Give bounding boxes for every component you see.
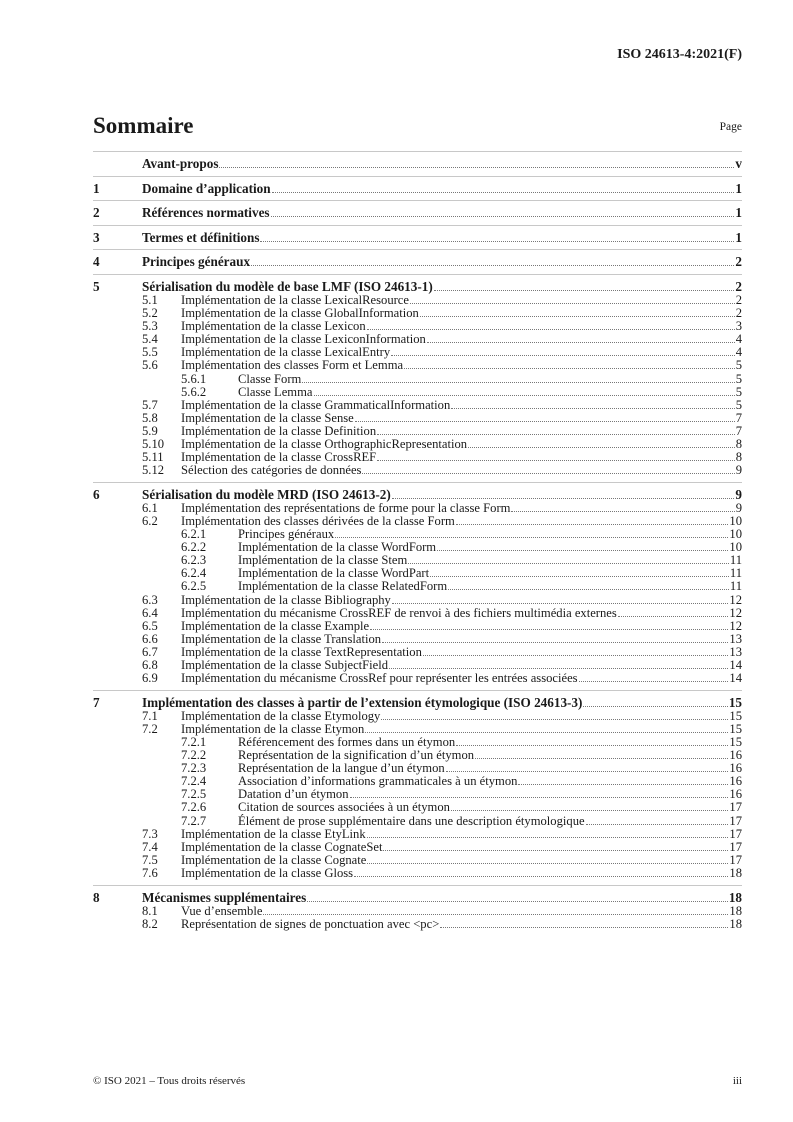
toc-entry-page: 16 (729, 774, 742, 789)
toc-entry-number: 6.2.5 (181, 579, 207, 594)
toc-entry-number: 7.2.4 (181, 774, 207, 789)
toc-entry[interactable] (93, 151, 742, 171)
toc-entry[interactable] (93, 594, 742, 607)
toc-entry-title: Implémentation de la classe OrthographicRepresentation (181, 437, 468, 451)
toc-entry-page: 7 (735, 410, 742, 425)
dot-leader (263, 914, 728, 915)
toc-entry-title: Implémentation de la classe LexiconInformation (181, 332, 426, 347)
dot-leader (389, 668, 728, 669)
toc-entry-page: 11 (729, 579, 742, 594)
page-footer (93, 1075, 742, 1087)
toc-entry-page: 2 (735, 254, 742, 270)
toc-entry-number: 6.2.4 (181, 566, 207, 581)
dot-leader (302, 382, 734, 383)
toc-entry-number: 8 (93, 889, 100, 905)
toc-entry-title: Principes généraux (142, 254, 251, 270)
toc-entry-page: 16 (729, 787, 742, 802)
dot-leader (511, 511, 734, 512)
toc-entry-page: 13 (729, 631, 742, 646)
toc-entry-page: 18 (729, 865, 742, 880)
toc-entry-number: 7.2.1 (181, 734, 207, 749)
toc-entry[interactable] (93, 918, 742, 931)
toc-entry-title: Référencement des formes dans un étymon (238, 734, 456, 749)
toc-entry-number: 6.2.3 (181, 553, 207, 568)
toc-entry-title: Implémentation de la classe Translation (181, 631, 382, 646)
toc-entry-number: 6.3 (142, 592, 158, 607)
toc-entry-page: 9 (735, 463, 742, 478)
toc-entry-title: Classe Form (238, 371, 302, 386)
toc-entry-page: 17 (729, 826, 742, 841)
dot-leader (468, 447, 735, 448)
toc-entry-page: 16 (729, 748, 742, 763)
toc-entry-title: Implémentation de la classe Etymon (181, 721, 365, 736)
toc-entry-number: 4 (93, 254, 100, 270)
toc-entry-page: 4 (735, 332, 742, 347)
dot-leader (448, 589, 729, 590)
toc-entry[interactable] (93, 386, 742, 399)
toc-entry-number: 7.2.3 (181, 761, 207, 776)
toc-entry-number: 5.4 (142, 332, 158, 347)
toc-entry-title: Implémentation de la classe Lexicon (181, 319, 366, 334)
toc-entry-number: 7.3 (142, 826, 158, 841)
document-id-header: ISO 24613-4:2021(F) (617, 47, 742, 62)
toc-entry-title: Mécanismes supplémentaires (142, 889, 307, 905)
toc-entry[interactable] (93, 359, 742, 372)
toc-entry-title: Représentation de la langue d’un étymon (238, 761, 445, 776)
toc-entry-number: 7 (93, 694, 100, 710)
toc-entry[interactable] (93, 176, 742, 196)
toc-entry-page: 15 (729, 734, 742, 749)
toc-entry-title: Implémentation de la classe Cognate (181, 852, 367, 867)
toc-entry-page: 18 (728, 889, 742, 905)
toc-entry-title: Implémentation de la classe WordPart (238, 566, 430, 581)
dot-leader (392, 603, 729, 604)
toc-entry-number: 8.1 (142, 903, 158, 918)
toc-entry[interactable] (93, 399, 742, 412)
dot-leader (434, 290, 735, 291)
dot-leader (350, 797, 729, 798)
toc-entry-title: Implémentation des classes Form et Lemma (181, 358, 404, 373)
dot-leader (354, 876, 728, 877)
dot-leader (251, 265, 734, 266)
dot-leader (377, 460, 735, 461)
page-title: Sommaire (93, 113, 194, 138)
toc-entry-title: Sérialisation du modèle de base LMF (ISO 24613-1) (142, 278, 433, 294)
toc-entry[interactable] (93, 502, 742, 515)
toc-entry-number: 2 (93, 205, 100, 221)
toc-entry-page: 13 (729, 644, 742, 659)
toc-entry[interactable] (93, 412, 742, 425)
toc-entry[interactable] (93, 710, 742, 723)
toc-entry-title: Références normatives (142, 205, 270, 221)
toc-entry-title: Implémentation de la classe RelatedForm (238, 579, 448, 594)
toc-entry-page: 17 (729, 852, 742, 867)
toc-entry-title: Implémentation du mécanisme CrossREF de renvoi à des fichiers multimédia externes (181, 605, 617, 620)
toc-entry-page: 11 (729, 566, 742, 581)
toc-entry[interactable] (93, 828, 742, 841)
toc-entry-number: 7.4 (142, 839, 158, 854)
toc-entry-page: 17 (729, 839, 742, 854)
toc-entry[interactable] (93, 249, 742, 269)
dot-leader (307, 901, 728, 902)
toc-entry-page: 15 (729, 721, 742, 736)
dot-leader (451, 810, 728, 811)
toc-entry-number: 6.2.2 (181, 540, 207, 555)
toc-entry[interactable] (93, 607, 742, 620)
toc-entry-page: 1 (735, 180, 742, 196)
dot-leader (437, 550, 728, 551)
toc-entry-title: Implémentation de la classe LexicalResource (181, 292, 409, 307)
toc-entry-title: Implémentation de la classe GrammaticalInformation (181, 397, 451, 412)
toc-entry[interactable] (93, 815, 742, 828)
page-column-label: Page (719, 121, 742, 133)
toc-entry-title: Représentation de la signification d’un étymon (238, 748, 475, 763)
toc-entry-page: 3 (735, 319, 742, 334)
toc-entry-title: Vue d’ensemble (181, 903, 263, 918)
dot-leader (440, 927, 728, 928)
toc-entry-number: 5.8 (142, 410, 158, 425)
toc-entry-title: Classe Lemma (238, 384, 313, 399)
toc-entry[interactable] (93, 200, 742, 220)
dot-leader (365, 732, 728, 733)
toc-entry-page: 7 (735, 423, 742, 438)
toc-entry-number: 6.6 (142, 631, 158, 646)
toc-entry-title: Sérialisation du modèle MRD (ISO 24613-2) (142, 486, 391, 502)
dot-leader (367, 863, 728, 864)
toc-entry-number: 5.1 (142, 292, 158, 307)
toc-entry-page: 10 (729, 540, 742, 555)
toc-entry-title: Implémentation de la classe SubjectField (181, 658, 389, 672)
toc-entry-title: Implémentation de la classe EtyLink (181, 826, 366, 841)
toc-entry-title: Implémentation de la classe GlobalInformation (181, 306, 419, 321)
toc-entry-title: Implémentation de la classe Etymology (181, 708, 381, 723)
toc-entry-title: Implémentation de la classe CognateSet (181, 839, 383, 854)
dot-leader (451, 408, 734, 409)
toc-entry-page: 9 (735, 486, 742, 502)
toc-entry[interactable] (93, 464, 742, 477)
dot-leader (618, 616, 729, 617)
table-of-contents (93, 151, 742, 931)
toc-entry-title: Implémentation des représentations de forme pour la classe Form (181, 500, 511, 515)
toc-entry-number: 6.2 (142, 513, 158, 528)
dot-leader (392, 498, 735, 499)
toc-entry-title: Domaine d’application (142, 180, 271, 196)
toc-entry-number: 5.9 (142, 423, 158, 438)
dot-leader (219, 167, 734, 168)
dot-leader (456, 745, 728, 746)
toc-entry-number: 7.2.2 (181, 748, 207, 763)
dot-leader (579, 681, 729, 682)
toc-entry-title: Termes et définitions (142, 229, 260, 245)
dot-leader (446, 771, 729, 772)
toc-entry-title: Implémentation de la classe Definition (181, 423, 377, 438)
toc-entry-number: 7.2.6 (181, 800, 207, 815)
toc-entry-page: 8 (735, 437, 742, 451)
toc-entry-number: 6.7 (142, 644, 158, 659)
dot-leader (391, 355, 735, 356)
toc-entry-page: 5 (735, 371, 742, 386)
toc-entry-page: 12 (729, 618, 742, 633)
toc-entry-page: 15 (728, 694, 742, 710)
toc-entry-title: Association d’informations grammaticales à un étymon (238, 774, 518, 789)
toc-entry-page: 9 (735, 500, 742, 515)
toc-entry-page: 1 (735, 229, 742, 245)
toc-entry-number: 5.10 (142, 437, 165, 451)
toc-entry[interactable] (93, 225, 742, 245)
toc-entry-title: Implémentation des classes dérivées de la classe Form (181, 513, 455, 528)
dot-leader (423, 655, 729, 656)
toc-entry-title: Implémentation de la classe Sense (181, 410, 354, 425)
toc-entry-number: 5 (93, 278, 100, 294)
dot-leader (410, 303, 735, 304)
toc-entry[interactable] (93, 885, 742, 905)
toc-entry-number: 6 (93, 486, 100, 502)
dot-leader (382, 642, 728, 643)
toc-entry-number: 5.6.1 (181, 371, 207, 386)
toc-entry[interactable] (93, 482, 742, 502)
toc-entry-title: Avant-propos (142, 156, 219, 171)
toc-entry[interactable] (93, 672, 742, 685)
dot-leader (427, 342, 735, 343)
toc-entry-page: 17 (729, 800, 742, 815)
toc-entry-title: Élément de prose supplémentaire dans une description étymologique (238, 813, 585, 828)
dot-leader (272, 192, 735, 193)
dot-leader (518, 784, 728, 785)
dot-leader (367, 837, 729, 838)
dot-leader (381, 719, 728, 720)
dot-leader (355, 421, 735, 422)
toc-entry-title: Implémentation des classes à partir de l’extension étymologique (ISO 24613-3) (142, 694, 583, 710)
toc-entry-title: Implémentation de la classe Gloss (181, 865, 354, 880)
toc-entry[interactable] (93, 867, 742, 880)
toc-entry[interactable] (93, 633, 742, 646)
toc-entry[interactable] (93, 801, 742, 814)
toc-entry-number: 8.2 (142, 916, 158, 931)
toc-entry[interactable] (93, 690, 742, 710)
dot-leader (408, 563, 729, 564)
toc-entry[interactable] (93, 373, 742, 386)
toc-entry-number: 7.5 (142, 852, 158, 867)
toc-entry-page: 12 (729, 592, 742, 607)
dot-leader (583, 706, 727, 707)
dot-leader (475, 758, 728, 759)
toc-entry-page: 4 (735, 345, 742, 360)
toc-entry-page: 17 (729, 813, 742, 828)
toc-entry-number: 7.2 (142, 721, 158, 736)
dot-leader (370, 629, 728, 630)
toc-entry-number: 7.2.7 (181, 813, 207, 828)
toc-entry-number: 5.6.2 (181, 384, 207, 399)
copyright-notice: © ISO 2021 – Tous droits réservés (93, 1075, 246, 1087)
toc-entry-number: 7.2.5 (181, 787, 207, 802)
toc-entry-page: 15 (729, 708, 742, 723)
toc-entry-number: 5.6 (142, 358, 158, 373)
toc-entry-page: 11 (729, 553, 742, 568)
toc-entry-title: Représentation de signes de ponctuation avec <pc> (181, 916, 440, 931)
toc-entry-page: 5 (735, 358, 742, 373)
toc-entry-number: 3 (93, 229, 100, 245)
dot-leader (367, 329, 735, 330)
toc-entry-page: 10 (729, 513, 742, 528)
toc-entry-number: 5.11 (142, 450, 164, 465)
toc-entry-page: 16 (729, 761, 742, 776)
toc-entry-page: 10 (729, 527, 742, 542)
dot-leader (420, 316, 735, 317)
toc-entry-number: 7.1 (142, 708, 158, 723)
dot-leader (362, 473, 734, 474)
dot-leader (377, 434, 735, 435)
dot-leader (271, 216, 735, 217)
toc-entry[interactable] (93, 905, 742, 918)
toc-entry-title: Implémentation de la classe Stem (238, 553, 408, 568)
toc-entry-title: Citation de sources associées à un étymon (238, 800, 450, 815)
toc-entry-page: 12 (729, 605, 742, 620)
dot-leader (314, 395, 735, 396)
toc-entry-page: 2 (735, 278, 742, 294)
toc-entry-title: Principes généraux (238, 527, 335, 542)
toc-entry-number: 6.5 (142, 618, 158, 633)
toc-entry-number: 6.1 (142, 500, 158, 515)
toc-entry-page: v (735, 156, 742, 171)
toc-entry[interactable] (93, 274, 742, 294)
toc-entry-page: 18 (729, 903, 742, 918)
toc-entry-title: Sélection des catégories de données (181, 463, 362, 478)
dot-leader (404, 368, 735, 369)
dot-leader (383, 850, 728, 851)
toc-entry-number: 5.2 (142, 306, 158, 321)
toc-entry-number: 7.6 (142, 865, 158, 880)
toc-entry[interactable] (93, 854, 742, 867)
toc-entry-title: Implémentation de la classe Example (181, 618, 370, 633)
toc-entry-number: 6.4 (142, 605, 158, 620)
toc-entry-page: 5 (735, 397, 742, 412)
toc-entry-page: 1 (735, 205, 742, 221)
toc-entry-number: 1 (93, 180, 100, 196)
toc-entry-title: Datation d’un étymon (238, 787, 349, 802)
toc-entry-number: 5.12 (142, 463, 165, 478)
toc-entry-title: Implémentation de la classe TextRepresentation (181, 644, 422, 659)
toc-entry-title: Implémentation de la classe CrossREF (181, 450, 377, 465)
toc-entry-number: 6.8 (142, 658, 158, 672)
toc-entry-page: 2 (735, 292, 742, 307)
toc-entry-page: 8 (735, 450, 742, 465)
toc-entry[interactable] (93, 841, 742, 854)
dot-leader (430, 576, 729, 577)
toc-entry-number: 5.7 (142, 397, 158, 412)
toc-entry[interactable] (93, 723, 742, 736)
toc-entry-title: Implémentation de la classe Bibliography (181, 592, 391, 607)
toc-entry-number: 6.9 (142, 671, 158, 686)
dot-leader (335, 537, 728, 538)
toc-entry-title: Implémentation de la classe WordForm (238, 540, 437, 555)
toc-entry-number: 6.2.1 (181, 527, 207, 542)
toc-entry-page: 14 (729, 671, 742, 686)
dot-leader (456, 524, 729, 525)
toc-entry[interactable] (93, 620, 742, 633)
toc-entry-page: 14 (729, 658, 742, 672)
toc-entry-page: 18 (729, 916, 742, 931)
dot-leader (586, 824, 729, 825)
toc-entry-title: Implémentation de la classe LexicalEntry (181, 345, 391, 360)
toc-entry[interactable] (93, 580, 742, 593)
dot-leader (260, 241, 734, 242)
page-number: iii (732, 1075, 742, 1087)
toc-entry-page: 5 (735, 384, 742, 399)
toc-entry-number: 5.5 (142, 345, 158, 360)
toc-entry-page: 2 (735, 306, 742, 321)
toc-entry-title: Implémentation du mécanisme CrossRef pour représenter les entrées associées (181, 671, 578, 686)
toc-entry-number: 5.3 (142, 319, 158, 334)
